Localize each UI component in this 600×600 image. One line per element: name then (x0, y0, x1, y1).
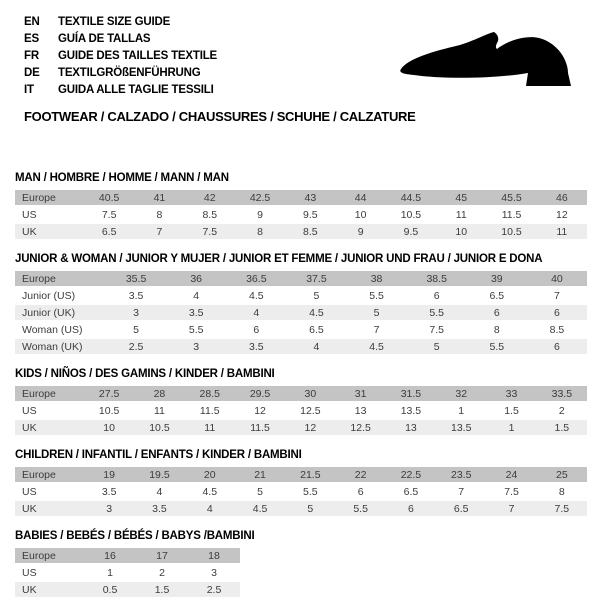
category-line: FOOTWEAR / CALZADO / CHAUSSURES / SCHUHE / CALZATURE (24, 109, 416, 124)
size-cell: 18 (188, 548, 240, 564)
size-cell: 7 (486, 500, 536, 517)
size-cell: 6 (226, 321, 286, 338)
table-title: JUNIOR & WOMAN / JUNIOR Y MUJER / JUNIOR ET FEMME / JUNIOR UND FRAU / JUNIOR E DONA (15, 253, 543, 265)
size-cell: 6.5 (436, 500, 486, 517)
size-table (15, 386, 587, 437)
size-cell: 45.5 (486, 190, 536, 206)
size-cell: 10.5 (386, 206, 436, 223)
size-cell: 8.5 (185, 206, 235, 223)
size-cell: 4 (226, 304, 286, 321)
size-cell: 19.5 (134, 467, 184, 483)
size-cell: 7.5 (537, 500, 587, 517)
table-row (15, 206, 587, 223)
size-cell: 5 (285, 500, 335, 517)
row-label: Woman (UK) (15, 338, 106, 355)
size-cell: 17 (136, 548, 188, 564)
size-cell: 8.5 (285, 223, 335, 240)
table-title: CHILDREN / INFANTIL / ENFANTS / KINDER / BAMBINI (15, 449, 302, 461)
size-cell: 7 (347, 321, 407, 338)
size-table (15, 271, 587, 356)
table-title: KIDS / NIÑOS / DES GAMINS / KINDER / BAMBINI (15, 368, 275, 380)
size-cell: 4.5 (235, 500, 285, 517)
size-cell: 5 (235, 483, 285, 500)
row-label: Junior (US) (15, 287, 106, 304)
size-cell: 27.5 (84, 386, 134, 402)
size-cell: 30 (285, 386, 335, 402)
size-cell: 11 (185, 419, 235, 436)
size-cell: 5 (286, 287, 346, 304)
size-cell: 6 (527, 304, 587, 321)
size-cell: 4 (166, 287, 226, 304)
size-cell: 13 (335, 402, 385, 419)
language-title: GUIDE DES TAILLES TEXTILE (58, 50, 217, 62)
size-cell: 3 (84, 500, 134, 517)
size-cell: 8 (537, 483, 587, 500)
size-cell: 8 (235, 223, 285, 240)
language-code: FR (24, 50, 39, 62)
size-cell: 23.5 (436, 467, 486, 483)
table-row (15, 581, 240, 598)
size-cell: 2 (537, 402, 587, 419)
size-cell: 6.5 (84, 223, 134, 240)
table-row (15, 304, 587, 321)
size-cell: 6.5 (467, 287, 527, 304)
size-cell: 7 (134, 223, 184, 240)
row-label: Europe (15, 467, 84, 483)
size-cell: 11 (537, 223, 587, 240)
size-cell: 7.5 (486, 483, 536, 500)
size-cell: 46 (537, 190, 587, 206)
size-cell: 5.5 (166, 321, 226, 338)
row-label: UK (15, 419, 84, 436)
size-cell: 6 (386, 500, 436, 517)
size-cell: 29.5 (235, 386, 285, 402)
row-label: UK (15, 581, 84, 598)
size-cell: 9.5 (285, 206, 335, 223)
header (0, 0, 600, 99)
size-cell: 13 (386, 419, 436, 436)
tables-container (0, 172, 600, 599)
row-label: UK (15, 500, 84, 517)
table-row (15, 419, 587, 436)
size-cell: 4 (286, 338, 346, 355)
size-cell: 1 (84, 564, 136, 581)
size-cell: 3.5 (134, 500, 184, 517)
size-cell: 42 (185, 190, 235, 206)
table-row (15, 564, 240, 581)
table-row (15, 271, 587, 287)
size-cell: 25 (537, 467, 587, 483)
table-row (15, 500, 587, 517)
table-title: MAN / HOMBRE / HOMME / MANN / MAN (15, 172, 229, 184)
size-table-section (15, 368, 600, 437)
size-cell: 9.5 (386, 223, 436, 240)
size-cell: 4.5 (347, 338, 407, 355)
size-cell: 24 (486, 467, 536, 483)
size-cell: 6.5 (386, 483, 436, 500)
size-cell: 41 (134, 190, 184, 206)
size-cell: 3.5 (84, 483, 134, 500)
size-table-section (15, 172, 600, 241)
size-cell: 22 (335, 467, 385, 483)
row-label: Europe (15, 548, 84, 564)
size-cell: 40 (527, 271, 587, 287)
size-cell: 38.5 (407, 271, 467, 287)
size-cell: 28 (134, 386, 184, 402)
size-cell: 6 (527, 338, 587, 355)
row-label: Junior (UK) (15, 304, 106, 321)
size-cell: 6 (335, 483, 385, 500)
size-cell: 10.5 (84, 402, 134, 419)
size-cell: 9 (235, 206, 285, 223)
size-cell: 11 (134, 402, 184, 419)
size-cell: 3.5 (226, 338, 286, 355)
size-cell: 33.5 (537, 386, 587, 402)
size-cell: 7.5 (407, 321, 467, 338)
size-cell: 5.5 (285, 483, 335, 500)
size-cell: 10 (335, 206, 385, 223)
size-cell: 31 (335, 386, 385, 402)
size-cell: 10 (436, 223, 486, 240)
size-cell: 5 (407, 338, 467, 355)
language-title: GUÍA DE TALLAS (58, 33, 151, 45)
table-row (15, 190, 587, 206)
row-label: US (15, 402, 84, 419)
size-cell: 43 (285, 190, 335, 206)
size-cell: 7.5 (185, 223, 235, 240)
size-cell: 1.5 (136, 581, 188, 598)
size-table-section (15, 253, 600, 356)
size-cell: 5 (347, 304, 407, 321)
size-cell: 3 (188, 564, 240, 581)
size-table (15, 190, 587, 241)
size-cell: 45 (436, 190, 486, 206)
table-row (15, 467, 587, 483)
size-cell: 33 (486, 386, 536, 402)
size-cell: 3 (106, 304, 166, 321)
size-cell: 32 (436, 386, 486, 402)
language-code: DE (24, 67, 40, 79)
size-cell: 39 (467, 271, 527, 287)
size-cell: 28.5 (185, 386, 235, 402)
table-row (15, 338, 587, 355)
size-table (15, 548, 240, 599)
table-title: BABIES / BEBÉS / BÉBÉS / BABYS /BAMBINI (15, 530, 255, 542)
size-cell: 0.5 (84, 581, 136, 598)
table-row (15, 548, 240, 564)
size-cell: 11.5 (486, 206, 536, 223)
size-cell: 40.5 (84, 190, 134, 206)
size-cell: 38 (347, 271, 407, 287)
row-label: Woman (US) (15, 321, 106, 338)
language-title: TEXTILE SIZE GUIDE (58, 16, 171, 28)
size-cell: 20 (185, 467, 235, 483)
row-label: US (15, 206, 84, 223)
table-row (15, 402, 587, 419)
size-cell: 5.5 (335, 500, 385, 517)
size-cell: 31.5 (386, 386, 436, 402)
size-cell: 7.5 (84, 206, 134, 223)
size-cell: 7 (436, 483, 486, 500)
size-cell: 4 (134, 483, 184, 500)
size-cell: 5 (106, 321, 166, 338)
size-cell: 3 (166, 338, 226, 355)
size-cell: 6 (467, 304, 527, 321)
size-cell: 8.5 (527, 321, 587, 338)
size-cell: 10.5 (134, 419, 184, 436)
size-cell: 4.5 (185, 483, 235, 500)
size-cell: 11.5 (235, 419, 285, 436)
size-cell: 44.5 (386, 190, 436, 206)
size-cell: 1.5 (537, 419, 587, 436)
size-cell: 16 (84, 548, 136, 564)
row-label: Europe (15, 190, 84, 206)
size-cell: 19 (84, 467, 134, 483)
language-code: ES (24, 33, 39, 45)
size-cell: 3.5 (166, 304, 226, 321)
size-cell: 2.5 (188, 581, 240, 598)
size-cell: 8 (467, 321, 527, 338)
size-cell: 12 (285, 419, 335, 436)
size-cell: 5.5 (467, 338, 527, 355)
table-row (15, 386, 587, 402)
size-cell: 36 (166, 271, 226, 287)
size-cell: 10 (84, 419, 134, 436)
row-label: US (15, 564, 84, 581)
size-cell: 37.5 (286, 271, 346, 287)
size-cell: 2 (136, 564, 188, 581)
size-cell: 4 (185, 500, 235, 517)
size-table (15, 467, 587, 518)
size-cell: 5.5 (347, 287, 407, 304)
size-cell: 3.5 (106, 287, 166, 304)
row-label: Europe (15, 271, 106, 287)
size-cell: 21 (235, 467, 285, 483)
size-cell: 12 (537, 206, 587, 223)
size-cell: 42.5 (235, 190, 285, 206)
size-cell: 21.5 (285, 467, 335, 483)
size-cell: 13.5 (436, 419, 486, 436)
language-code: EN (24, 16, 40, 28)
language-title: GUIDA ALLE TAGLIE TESSILI (58, 84, 214, 96)
size-cell: 35.5 (106, 271, 166, 287)
size-cell: 13.5 (386, 402, 436, 419)
row-label: UK (15, 223, 84, 240)
size-cell: 11 (436, 206, 486, 223)
table-row (15, 287, 587, 304)
size-cell: 7 (527, 287, 587, 304)
size-cell: 8 (134, 206, 184, 223)
row-label: Europe (15, 386, 84, 402)
size-cell: 1.5 (486, 402, 536, 419)
size-cell: 6.5 (286, 321, 346, 338)
size-cell: 5.5 (407, 304, 467, 321)
size-cell: 12.5 (335, 419, 385, 436)
size-cell: 1 (486, 419, 536, 436)
size-table-section (15, 530, 600, 599)
shoe-icon (396, 28, 584, 92)
row-label: US (15, 483, 84, 500)
language-title: TEXTILGRÖßENFÜHRUNG (58, 67, 201, 79)
size-cell: 44 (335, 190, 385, 206)
size-cell: 2.5 (106, 338, 166, 355)
size-cell: 1 (436, 402, 486, 419)
size-cell: 10.5 (486, 223, 536, 240)
size-cell: 12 (235, 402, 285, 419)
table-row (15, 321, 587, 338)
size-cell: 6 (407, 287, 467, 304)
size-cell: 9 (335, 223, 385, 240)
size-cell: 11.5 (185, 402, 235, 419)
size-cell: 4.5 (226, 287, 286, 304)
table-row (15, 223, 587, 240)
size-table-section (15, 449, 600, 518)
language-code: IT (24, 84, 34, 96)
table-row (15, 483, 587, 500)
size-cell: 36.5 (226, 271, 286, 287)
size-cell: 4.5 (286, 304, 346, 321)
size-cell: 22.5 (386, 467, 436, 483)
size-cell: 12.5 (285, 402, 335, 419)
